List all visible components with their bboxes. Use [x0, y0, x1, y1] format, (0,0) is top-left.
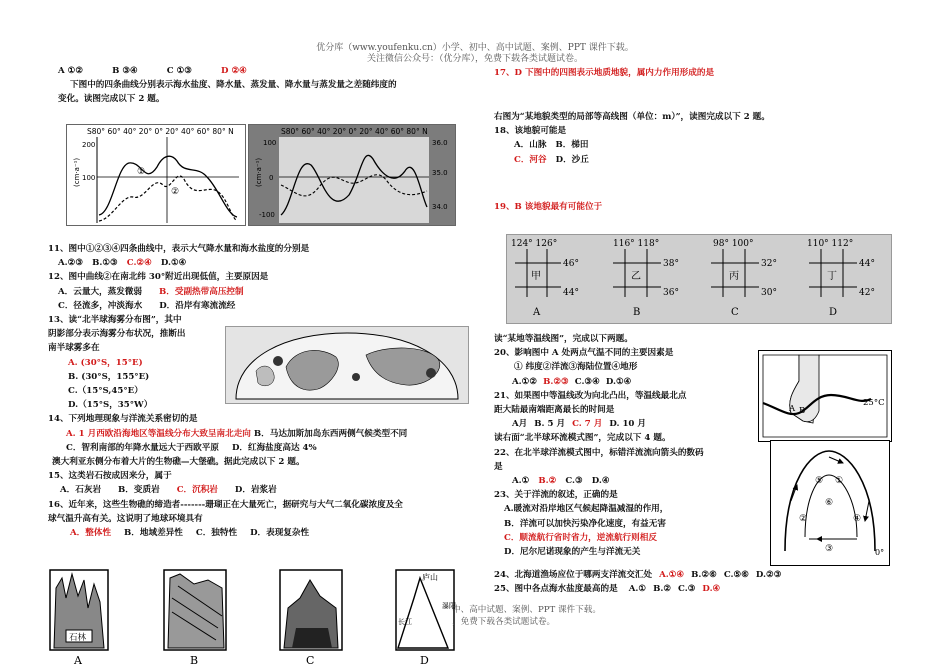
picture-a-stone-forest: [50, 570, 108, 650]
q25-line: [494, 582, 914, 596]
grid-c-letter: C: [731, 307, 739, 318]
grid-d-letter: D: [829, 307, 838, 318]
q13-opt-c[interactable]: C.（15°S,45°E）: [68, 386, 143, 397]
header-line-2: 关注微信公众号：（优分库），免费下载各类试题试卷。: [366, 54, 583, 64]
q12-stem: 12、图中曲线②在南北纬 30°附近出现低值，主要原因是: [48, 272, 269, 283]
grid-b-lat1: 38°: [663, 259, 679, 269]
grid-b-letter: B: [633, 307, 641, 318]
q25-stem: 25、图中各点海水盐度最高的是: [494, 584, 618, 595]
q21-opt-d[interactable]: D. 10 月: [609, 419, 647, 430]
q23-stem: 23、关于洋流的叙述，正确的是: [494, 490, 618, 501]
q18-opt-d[interactable]: D．沙丘: [555, 154, 589, 165]
current-2: ②: [799, 514, 808, 524]
grid-b-lat2: 36°: [663, 288, 679, 298]
q19-block: [494, 200, 914, 214]
chart2-ylabel: (cm·a⁻¹): [255, 157, 263, 187]
isotherm-map: [758, 350, 892, 442]
picture-letter-b: B: [190, 654, 199, 667]
point-b: B: [799, 406, 806, 416]
intro-line-1: 下图中的四条曲线分别表示海水盐度、降水量、蒸发量、降水量与蒸发量之差随纬度的: [70, 80, 397, 91]
q11-opt-a[interactable]: A.②③: [58, 258, 84, 269]
grid-a-letter: A: [533, 307, 541, 318]
q24-stem: 24、北海道渔场应位于哪两支洋流交汇处: [494, 570, 653, 580]
grid-d-lat1: 44°: [859, 259, 875, 269]
q20-opt-a[interactable]: A.①②: [512, 376, 538, 387]
curve-solid: [99, 156, 237, 217]
q16-opt-b[interactable]: B．地域差异性: [124, 528, 183, 539]
q25-opt-c[interactable]: C.③: [678, 584, 696, 595]
q22-stem-1: 22、在北半球洋流模式图中，标错洋流流向箭头的数码: [494, 447, 704, 458]
changjiang-label: 长江: [398, 618, 412, 626]
q14-options-1: [48, 427, 468, 441]
fog-shade-2: [352, 373, 360, 381]
q23-opt-c[interactable]: C．顺流航行省时省力，逆流航行则相反: [504, 532, 657, 543]
q12-options-2: [48, 299, 468, 313]
q12-opt-c[interactable]: C．径流多，冲淡海水: [58, 300, 143, 311]
isotherm-intro: 读“某地等温线图”，完成以下两题。: [494, 334, 633, 344]
q18-intro: 右图为“某地貌类型的局部等高线图（单位：m）”，读图完成以下 2 题。: [494, 112, 770, 122]
q22-opt-d[interactable]: D.④: [591, 476, 610, 487]
q20-opt-b[interactable]: B.②③: [543, 376, 569, 387]
current-1: ①: [835, 476, 844, 486]
q11-stem: 11、图中①②③④四条曲线中，表示大气降水量和海水盐度的分别是: [48, 244, 310, 254]
q24-opt-b[interactable]: B.②⑥: [691, 570, 717, 580]
salinity-chart-1: [66, 124, 246, 226]
q23-opt-a[interactable]: A.暖流对沿岸地区气候起降温减湿的作用，: [504, 504, 669, 515]
chart1-y-lo: 100: [82, 174, 96, 182]
q19-text: 19、B 该地貌最有可能位于: [494, 202, 603, 212]
q13-opt-a[interactable]: A. (30°S，15°E): [68, 357, 143, 368]
q15-options: [48, 483, 468, 497]
q19-stem: [494, 200, 914, 214]
q20-opt-c[interactable]: C.③④: [574, 376, 600, 387]
landform-pictures: [48, 568, 468, 668]
q15-stem: 15、这类岩石按成因来分，属于: [48, 471, 172, 482]
left-column: [58, 64, 468, 107]
q16-stem-1: 16、近年来，这些生物礁的缔造者-------珊瑚正在大量死亡，据研究与大气二氧化碳浓度及全: [48, 499, 403, 510]
fog-map: [225, 326, 469, 404]
grid-a-mark: 甲: [531, 271, 541, 282]
q17-stem: [494, 66, 914, 80]
q21-options: [494, 417, 764, 431]
lushan-label: 庐山: [422, 573, 438, 582]
q22-options: [494, 474, 764, 488]
q23-opt-d[interactable]: D．尼尔尼诺现象的产生与洋流无关: [504, 547, 641, 558]
q13-opt-b[interactable]: B. (30°S，155°E): [68, 371, 150, 382]
q11-options: [48, 256, 468, 270]
chart2-y-hi: 100: [263, 139, 277, 147]
current-model-map: [770, 440, 890, 566]
grid-c-lat1: 32°: [761, 259, 777, 269]
current-5: ⑤: [815, 476, 824, 486]
grid-a-lon: 124° 126°: [511, 239, 558, 249]
grid-a-lat1: 46°: [563, 259, 579, 269]
point-a: A: [789, 404, 796, 414]
option-b: B ③④: [112, 66, 138, 76]
marker-1: ①: [137, 167, 146, 177]
q12-opt-b[interactable]: B．受副热带高压控制: [159, 286, 244, 297]
intro-line-2: 变化。读图完成以下 2 题。: [58, 94, 165, 105]
q11-opt-d[interactable]: D.①④: [160, 258, 187, 269]
right-block-2: [494, 332, 764, 559]
chart2-r-hi: 36.0: [432, 139, 448, 147]
q11-opt-b[interactable]: B.①③: [92, 258, 118, 269]
q21-stem-2: 距大陆最南端距离最长的时间是: [494, 405, 615, 416]
q13-stem-2: 阴影部分表示海雾分布状况，推断出: [48, 329, 186, 340]
marker-2: ②: [171, 187, 180, 197]
q11-opt-c[interactable]: C.②④: [126, 258, 152, 269]
grid-d-mark: 丁: [827, 271, 837, 282]
q16-opt-c[interactable]: C．独特性: [195, 528, 238, 539]
q23-opt-b[interactable]: B．洋流可以加快污染净化速度，有益无害: [504, 518, 666, 529]
picture-c: [280, 570, 342, 650]
q20-options: [494, 375, 764, 389]
q24-line: [494, 568, 914, 582]
q15-opt-a[interactable]: A．石灰岩: [60, 485, 102, 496]
q25-opt-b[interactable]: B.②: [653, 584, 672, 595]
grid-a-lat2: 44°: [563, 288, 579, 298]
chart1-y-hi: 200: [82, 141, 96, 149]
chart2-y-lo: -100: [259, 211, 275, 219]
q14-options-2: [48, 441, 468, 455]
picture-letter-d: D: [420, 654, 429, 667]
grid-c-mark: 丙: [729, 271, 739, 282]
q22-stem-2: 是: [494, 461, 503, 472]
grid-c-lat2: 30°: [761, 288, 777, 298]
q18-opt-c[interactable]: C．河谷: [514, 154, 547, 165]
q16-stem-2: 球气温升高有关。这说明了地球环境具有: [48, 513, 203, 524]
answer-option-row: [58, 64, 468, 78]
current-intro: 读右面“北半球环流模式图”，完成以下 4 题。: [494, 433, 671, 444]
right-block-1: [494, 110, 914, 167]
curve-dashed: [99, 176, 237, 221]
fog-shade-1: [273, 356, 283, 366]
puyang-label: 瀑阳: [442, 602, 456, 610]
q14-opt-c[interactable]: C．智利南部的年降水量远大于西欧平原: [66, 442, 219, 453]
picture-b: [164, 570, 226, 650]
reef-intro: 澳大利亚东侧分布着大片的生物礁—大堡礁。据此完成以下 2 题。: [52, 457, 305, 468]
footer-line-1: 中、高中试题、案例、PPT 课件下载。: [452, 605, 601, 615]
footer-line-2: ，免费下载各类试题试卷。: [452, 617, 556, 627]
q22-opt-b[interactable]: B.②: [538, 476, 557, 487]
intro-text: [58, 78, 468, 106]
q16-opt-d[interactable]: D．表现复杂性: [250, 528, 310, 539]
q18-opt-a[interactable]: A．山脉: [514, 140, 547, 151]
q21-opt-c[interactable]: C. 7 月: [572, 419, 603, 430]
latlon-grids-panel: [506, 234, 892, 324]
q15-opt-c[interactable]: C．沉积岩: [176, 485, 218, 496]
header-line-1: 优分库（www.youfenku.cn）小学、初中、高中试题、案例、PPT 课件下载。: [316, 43, 634, 53]
grid-b: [613, 239, 679, 318]
q13-stem-3: 南半球雾多在: [48, 343, 100, 354]
current-3: ③: [825, 544, 834, 554]
right-block-3: [494, 568, 914, 596]
q14-opt-b[interactable]: B．马达加斯加岛东西两侧气候类型不同: [253, 428, 408, 439]
grid-c-lon: 98° 100°: [713, 239, 754, 249]
chart2-r-lo: 34.0: [432, 203, 448, 211]
stone-forest-label: 石林: [69, 633, 87, 643]
grid-d-lon: 110° 112°: [807, 239, 854, 249]
current-4: ④: [853, 514, 862, 524]
q21-opt-a[interactable]: A月: [512, 419, 528, 430]
q24-opt-c[interactable]: C.⑤⑥: [723, 570, 749, 580]
option-c: C ①③: [166, 66, 192, 76]
q20-stem: 20、影响图中 A 处两点气温不同的主要因素是: [494, 348, 674, 359]
q21-opt-b[interactable]: B. 5 月: [534, 419, 566, 430]
salinity-chart-2: [248, 124, 456, 226]
q24-opt-d[interactable]: D.②③: [755, 570, 782, 580]
isotherm-temp-label: 25°C: [863, 398, 885, 408]
picture-letter-a: A: [74, 654, 82, 667]
chart1-ticks: S80° 60° 40° 20° 0° 20° 40° 60° 80° N: [87, 127, 234, 136]
q12-options-1: [48, 285, 468, 299]
q25-opt-d[interactable]: D.④: [702, 584, 721, 595]
chart2-r-mid: 35.0: [432, 169, 448, 177]
q15-opt-d[interactable]: D．岩浆岩: [234, 485, 277, 496]
equator-label: 0°: [875, 548, 885, 557]
q22-opt-c[interactable]: C.③: [565, 476, 583, 487]
option-d-answer: D ②④: [221, 66, 247, 76]
footer: [452, 604, 601, 628]
q24-opt-a[interactable]: A.①④: [659, 570, 685, 580]
chart1-ylabel: (cm·a⁻¹): [73, 157, 81, 187]
chart2-ticks: S80° 60° 40° 20° 0° 20° 40° 60° 80° N: [281, 127, 428, 136]
q14-opt-a[interactable]: A. 1 月西欧沿海地区等温线分布大致呈南北走向: [66, 428, 251, 439]
q25-opt-a[interactable]: A.①: [628, 584, 647, 595]
q14-opt-d[interactable]: D．红海盐度高达 4%: [231, 442, 317, 453]
q17-text: 17、D 下图中的四图表示地质地貌，属内力作用形成的是: [494, 68, 715, 78]
q20-opt-d[interactable]: D.①④: [605, 376, 632, 387]
grid-c: [711, 239, 777, 318]
q13-opt-d[interactable]: D.（15°S，35°W）: [68, 400, 153, 411]
chart2-y-mid: 0: [269, 174, 274, 182]
q22-opt-a[interactable]: A.①: [512, 476, 530, 487]
fog-shade-3: [426, 368, 436, 378]
q12-opt-a[interactable]: A．云量大，蒸发微弱: [58, 286, 143, 297]
q15-opt-b[interactable]: B．变质岩: [118, 485, 160, 496]
picture-letter-c: C: [306, 654, 315, 667]
q20-list: ① 纬度②洋流③海陆位置④地形: [514, 362, 638, 373]
grid-b-lon: 116° 118°: [613, 239, 660, 249]
q13-stem-1: 13、读“北半球海雾分布图”，其中: [48, 315, 182, 326]
grid-b-mark: 乙: [631, 271, 641, 282]
q16-options: [48, 526, 468, 540]
q21-stem-1: 21、如果图中等温线改为向北凸出，等温线最北点: [494, 390, 687, 401]
q18-stem: 18、该地貌可能是: [494, 126, 567, 137]
q12-opt-d[interactable]: D．沿岸有寒流流经: [159, 300, 236, 311]
grid-a: [511, 239, 579, 318]
q14-stem: 14、下列地理现象与洋流关系密切的是: [48, 414, 198, 425]
picture-d-lushan: [396, 570, 456, 650]
q18-opt-b[interactable]: B．梯田: [555, 140, 589, 151]
right-column: [494, 66, 914, 80]
option-a: A ①②: [58, 66, 84, 76]
current-6: ⑥: [825, 498, 834, 508]
q16-opt-a[interactable]: A．整体性: [70, 528, 112, 539]
grid-d-lat2: 42°: [859, 288, 875, 298]
q18-options-2: [494, 153, 914, 167]
grid-d: [807, 239, 875, 318]
q18-options-1: [494, 138, 914, 152]
